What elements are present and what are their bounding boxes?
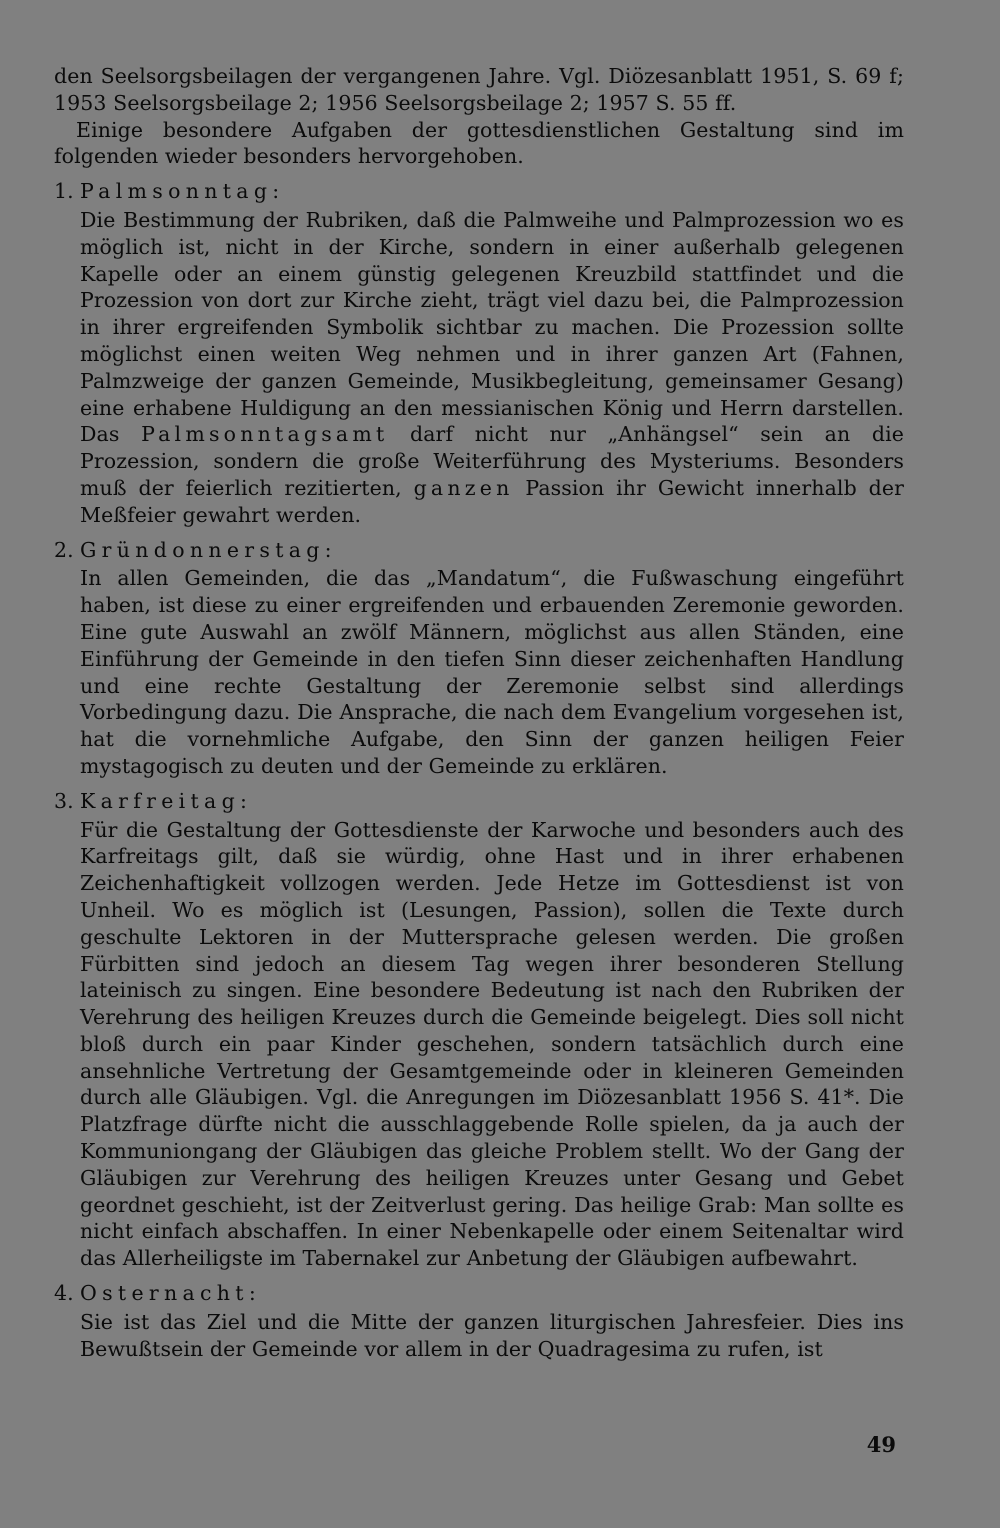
- section-text: darf nicht nur „Anhängsel“ sein an die Prozession, sondern die große Weiterführung des Mysteriums. Besonders muß der feierlich rezitierten,: [80, 422, 904, 500]
- section-gruendonnerstag: [54, 537, 904, 780]
- section-heading: [54, 537, 904, 564]
- section-text: Die Bestimmung der Rubriken, daß die Palmweihe und Palmprozession wo es möglich ist, nicht in der Kirche, sondern in einer außerhalb gelegenen Kapelle oder an einem günstig gelegenen Kreuzbild stattfindet und die Prozession von dort zur Kirche zieht, trägt viel dazu bei, die Palmprozession in ihrer ergreifenden Symbolik sichtbar zu machen. Die Prozession sollte möglichst einen weiten Weg nehmen und in ihrer ganzen Art (Fahnen, Palmzweige der ganzen Gemeinde, Musikbegleitung, gemeinsamer Gesang) eine erhabene Huldigung an den messianischen König und Herrn darstellen. Das: [80, 207, 904, 447]
- section-osternacht: [54, 1280, 904, 1362]
- emphasized-term: ganzen: [413, 475, 514, 500]
- section-body: [80, 207, 904, 529]
- text-column: [54, 63, 904, 1362]
- section-text: Passion ihr Gewicht innerhalb der Meßfeier gewahrt werden.: [80, 475, 905, 527]
- intro-text: [54, 63, 904, 170]
- section-number: 4.: [54, 1281, 74, 1306]
- section-karfreitag: [54, 788, 904, 1272]
- section-title: Palmsonntag:: [80, 179, 285, 204]
- section-body: Für die Gestaltung der Gottesdienste der Karwoche und besonders auch des Karfreitags gilt, daß sie würdig, ohne Hast und in ihrer erhabenen Zeichenhaftigkeit vollzogen werden. Jede Hetze im Gottesdienst ist von Unheil. Wo es möglich ist (Lesungen, Passion), sollen die Texte durch geschulte Lektoren in der Muttersprache gelesen werden. Die großen Fürbitten sind jedoch an diesem Tag wegen ihrer besonderen Stellung lateinisch zu singen. Eine besondere Bedeutung ist nach den Rubriken der Verehrung des heiligen Kreuzes durch die Gemeinde beigelegt. Dies soll nicht bloß durch ein paar Kinder geschehen, sondern tatsächlich durch eine ansehnliche Vertretung der Gesamtgemeinde oder in kleineren Gemeinden durch alle Gläubigen. Vgl. die Anregungen im Diözesanblatt 1956 S. 41*. Die Platzfrage dürfte nicht die ausschlaggebende Rolle spielen, da ja auch der Kommuniongang der Gläubigen das gleiche Problem stellt. Wo der Gang der Gläubigen zur Verehrung des heiligen Kreuzes unter Gesang und Gebet geordnet geschieht, ist der Zeitverlust gering. Das heilige Grab: Man sollte es nicht einfach abschaffen. In einer Nebenkapelle oder einem Seitenaltar wird das Allerheiligste im Tabernakel zur Anbetung der Gläubigen aufbewahrt.: [80, 817, 904, 1271]
- section-title: Osternacht:: [80, 1281, 262, 1306]
- intro-paragraph: Einige besondere Aufgaben der gottesdienstlichen Gestaltung sind im folgenden wieder besonders hervorgehoben.: [54, 117, 904, 169]
- intro-paragraph-continuation: den Seelsorgsbeilagen der vergangenen Jahre. Vgl. Diözesanblatt 1951, S. 69 f; 1953 Seelsorgsbeilage 2; 1956 Seelsorgsbeilage 2; 1957 S. 55 ff.: [54, 64, 904, 115]
- section-body: Sie ist das Ziel und die Mitte der ganzen liturgischen Jahresfeier. Dies ins Bewußtsein der Gemeinde vor allem in der Quadragesima zu rufen, ist: [80, 1309, 904, 1361]
- section-heading: [54, 1280, 904, 1307]
- section-heading: [54, 788, 904, 815]
- emphasized-term: Palmsonntagsamt: [141, 422, 389, 447]
- section-number: 1.: [54, 179, 74, 204]
- page-number: 49: [866, 1432, 896, 1457]
- section-title: Karfreitag:: [80, 788, 253, 813]
- section-title: Gründonnerstag:: [80, 537, 337, 562]
- section-number: 2.: [54, 537, 74, 562]
- section-number: 3.: [54, 788, 74, 813]
- section-heading: [54, 178, 904, 205]
- section-palmsonntag: [54, 178, 904, 528]
- section-body: In allen Gemeinden, die das „Mandatum“, die Fußwaschung eingeführt haben, ist diese zu einer ergreifenden und erbauenden Zeremonie geworden. Eine gute Auswahl an zwölf Männern, möglichst aus allen Ständen, eine Einführung der Gemeinde in den tiefen Sinn dieser zeichenhaften Handlung und eine rechte Gestaltung der Zeremonie selbst sind allerdings Vorbedingung dazu. Die Ansprache, die nach dem Evangelium vorgesehen ist, hat die vornehmliche Aufgabe, den Sinn der ganzen heiligen Feier mystagogisch zu deuten und der Gemeinde zu erklären.: [80, 566, 904, 778]
